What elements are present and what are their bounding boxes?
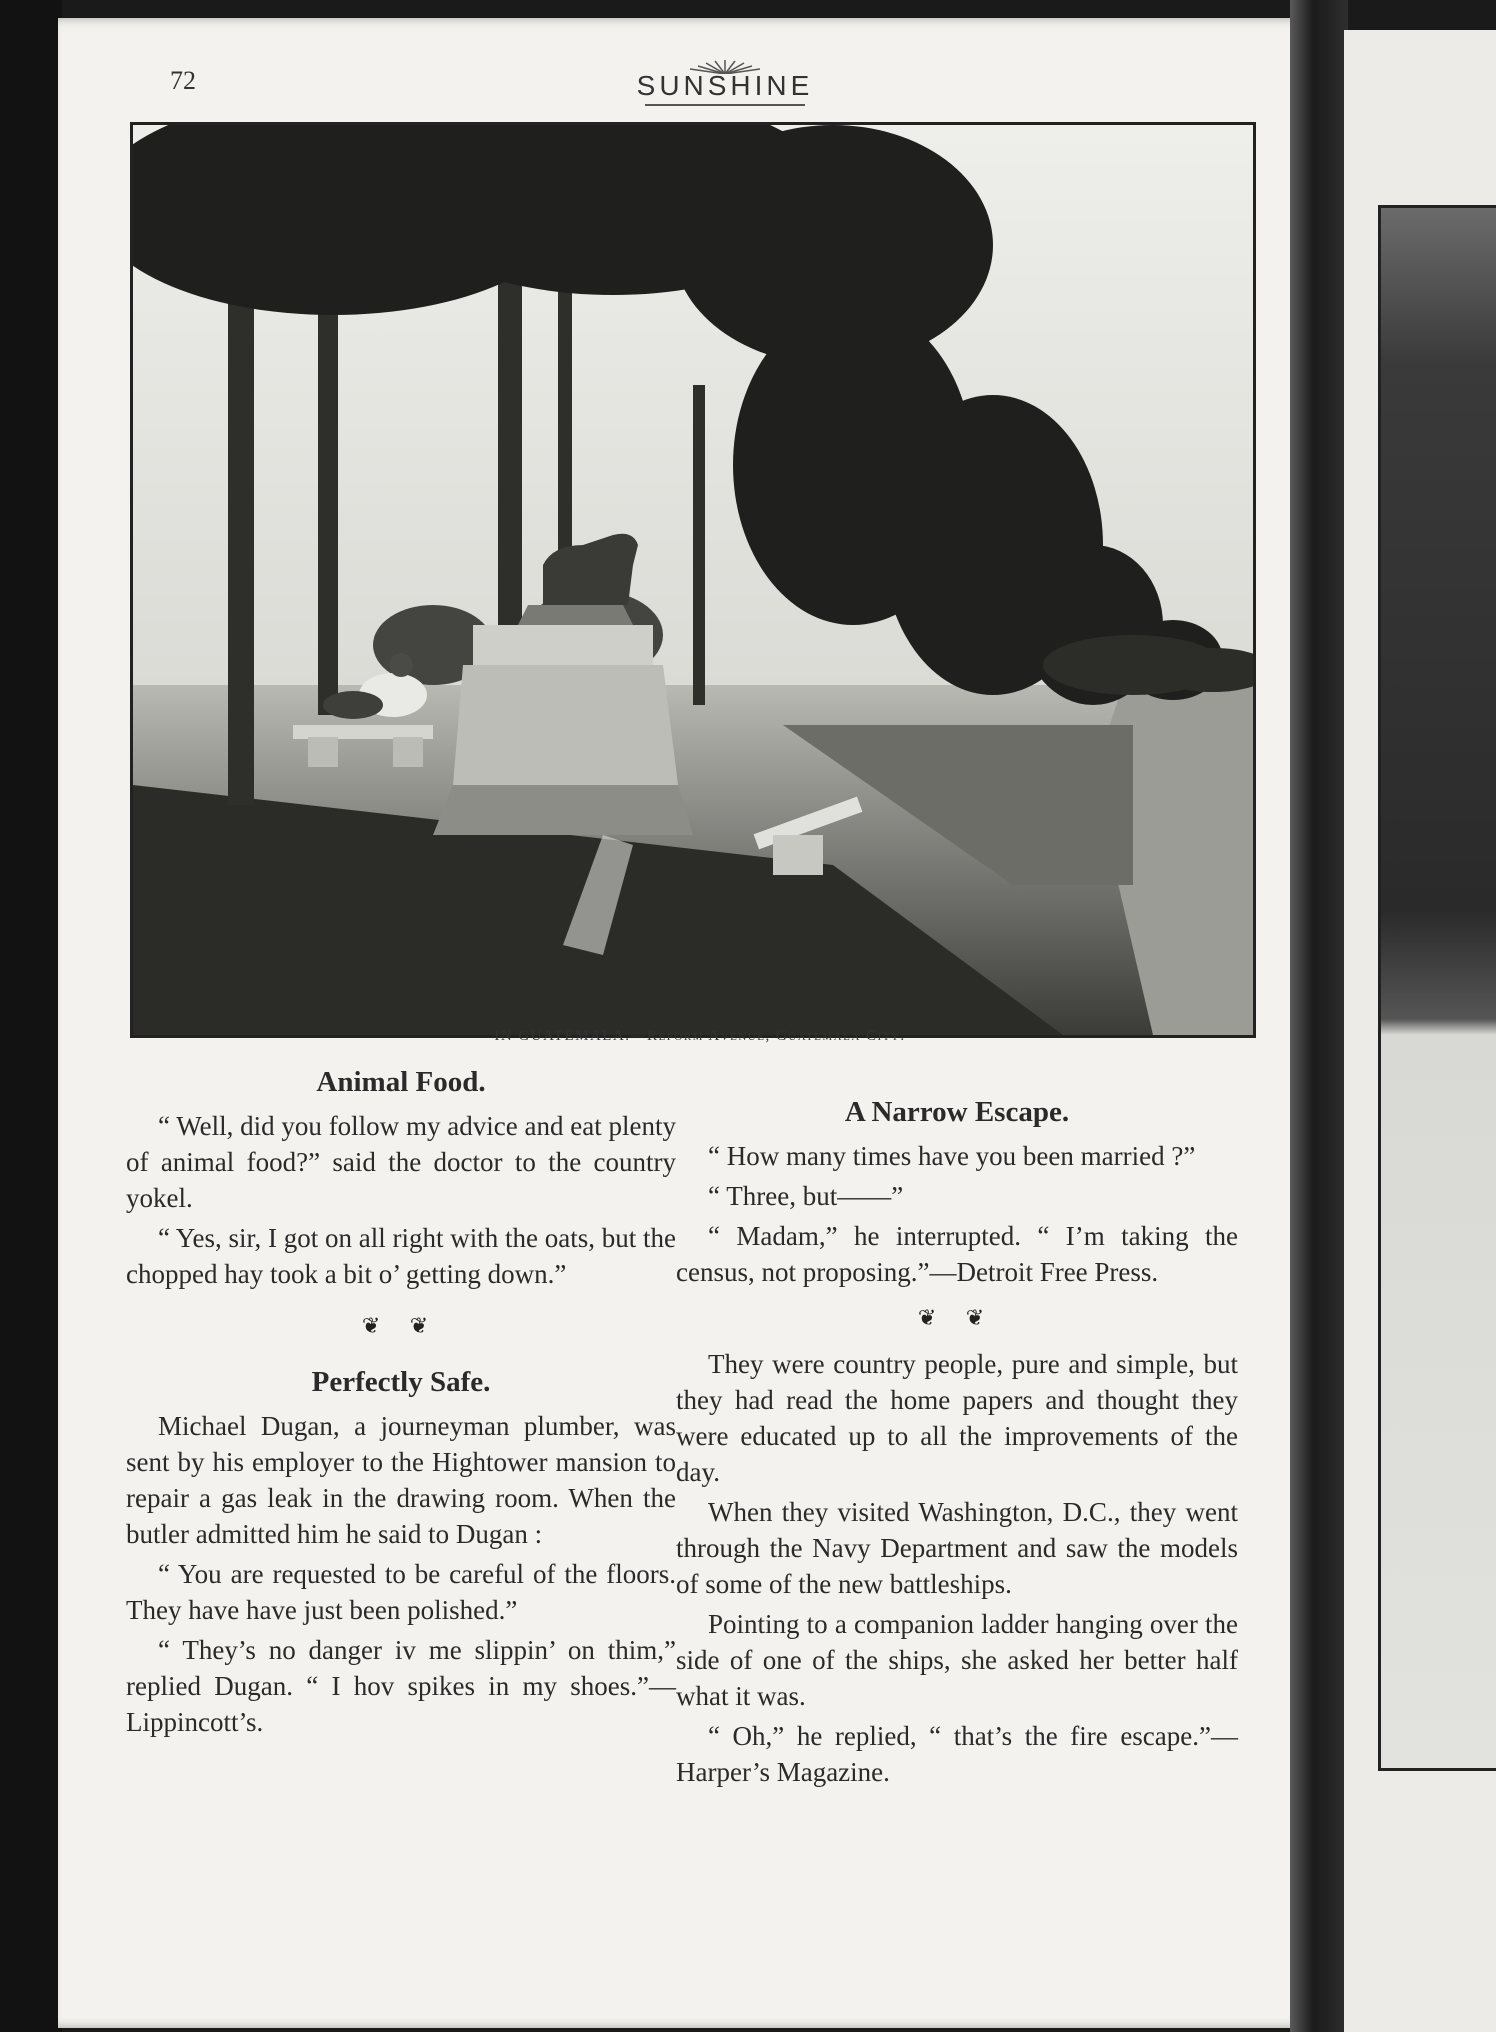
narrow-escape-paragraph-3: “ Madam,” he interrupted. “ I’m taking the census, not proposing.”—Detroit Free Press. [676, 1221, 1238, 1287]
perfectly-safe-paragraph-2: “ You are requested to be careful of the floors. They have have just been polished.” [126, 1559, 676, 1625]
perfectly-safe-paragraph-3: “ They’s no danger iv me slippin’ on thim,” replied Dugan. “ I hov spikes in my shoes.”—Lippincott’s. [126, 1635, 676, 1737]
country-people-paragraph-3: Pointing to a companion ladder hanging over the side of one of the ships, she asked her better half what it was. [676, 1609, 1238, 1711]
photo-illustration [133, 125, 1253, 1035]
article-title-narrow-escape: A Narrow Escape. [844, 1096, 1070, 1128]
facing-page-photo [1378, 205, 1496, 1771]
country-people-paragraph-2: When they visited Washington, D.C., they went through the Navy Department and saw the models of some of the new battleships. [676, 1497, 1238, 1599]
section-ornament: ❦ ❦ [361, 1313, 441, 1338]
section-ornament: ❦ ❦ [917, 1305, 997, 1330]
narrow-escape-paragraph-2: “ Three, but——” [708, 1181, 904, 1211]
right-column [676, 1092, 1238, 1794]
masthead-rule [645, 104, 805, 106]
left-column [126, 1062, 676, 1744]
article-title-animal-food: Animal Food. [316, 1066, 486, 1098]
narrow-escape-paragraph-1: “ How many times have you been married ?” [708, 1141, 1196, 1171]
book-gutter [1290, 0, 1348, 2032]
country-people-paragraph-1: They were country people, pure and simple, but they had read the home papers and thought they were educated up to all the improvements of the day. [676, 1349, 1238, 1487]
animal-food-paragraph-1: “ Well, did you follow my advice and eat plenty of animal food?” said the doctor to the country yokel. [126, 1111, 676, 1213]
photo-caption: IN GUATEMALA.—Reform Avenue, Guatemala City. [494, 1028, 906, 1044]
article-title-perfectly-safe: Perfectly Safe. [311, 1366, 491, 1398]
page-number: 72 [170, 66, 196, 95]
scan-background-left [0, 0, 62, 2032]
country-people-paragraph-4: “ Oh,” he replied, “ that’s the fire escape.”—Harper’s Magazine. [676, 1721, 1238, 1787]
animal-food-paragraph-2: “ Yes, sir, I got on all right with the oats, but the chopped hay took a bit o’ getting down.” [126, 1223, 676, 1289]
guatemala-avenue-photo [130, 122, 1256, 1038]
facing-page [1344, 30, 1496, 2032]
masthead [620, 60, 830, 106]
magazine-title: SUNSHINE [636, 70, 814, 101]
perfectly-safe-paragraph-1: Michael Dugan, a journeyman plumber, was sent by his employer to the Hightower mansion to repair a gas leak in the drawing room. When the butler admitted him he said to Dugan : [126, 1411, 676, 1549]
